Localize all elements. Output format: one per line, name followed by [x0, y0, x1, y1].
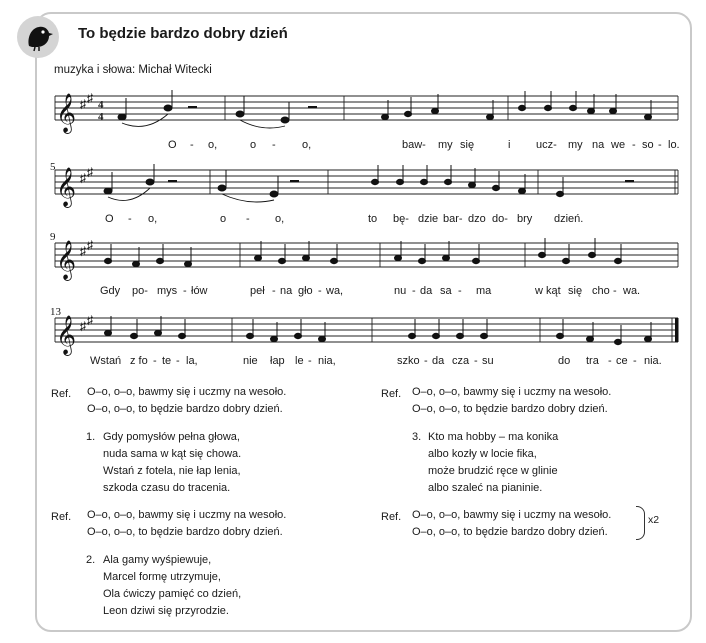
lyric-syllable: sa — [440, 285, 452, 297]
treble-clef-icon: 𝄞 — [56, 93, 77, 133]
lyric-syllable: i — [508, 139, 511, 151]
lyric-syllable: baw- — [402, 139, 426, 151]
lyric-syllable: su — [482, 355, 494, 367]
lyric-syllable: mys — [157, 285, 178, 297]
song-title: To będzie bardzo dobry dzień — [78, 25, 288, 42]
lyric-syllable: O — [168, 139, 177, 151]
lyric-syllable: - — [308, 355, 312, 367]
verse-3-text: Kto ma hobby – ma konika albo kozły w locie fika, może brudzić ręce w glinie albo szaleć na pianinie. — [428, 431, 559, 494]
lyric-syllable: my — [568, 139, 583, 151]
song-credit: muzyka i słowa: Michał Witecki — [54, 64, 212, 76]
lyric-syllable: o, — [275, 213, 285, 225]
repeat-mark: x2 — [648, 514, 660, 526]
lyric-syllable: ucz- — [536, 139, 557, 151]
svg-text:𝄞: 𝄞 — [56, 315, 77, 355]
refrain-label: Ref. — [51, 511, 72, 523]
lyric-syllable: we — [611, 139, 626, 151]
lyric-syllable: ma — [476, 285, 492, 297]
lyric-syllable: - — [272, 139, 276, 151]
bird-icon — [17, 16, 59, 58]
lyric-syllable: te — [162, 355, 172, 367]
lyric-syllable: o — [220, 213, 227, 225]
lyric-syllable: Wstań — [90, 355, 122, 367]
svg-text:4: 4 — [98, 111, 104, 123]
lyric-syllable: - — [633, 355, 637, 367]
lyric-syllable: - — [658, 139, 662, 151]
repeat-brace — [636, 506, 645, 540]
refrain-label: Ref. — [381, 511, 402, 523]
lyric-syllable: - — [153, 355, 157, 367]
svg-text:♯: ♯ — [87, 313, 93, 327]
svg-text:9: 9 — [50, 231, 56, 243]
lyric-syllable: dzie — [418, 213, 439, 225]
lyric-syllable: w kąt — [535, 285, 561, 297]
lyric-syllable: O — [105, 213, 114, 225]
lyric-syllable: bar- — [443, 213, 463, 225]
lyric-syllable: nia, — [318, 355, 336, 367]
svg-text:5: 5 — [50, 161, 56, 173]
lyric-syllable: - — [183, 285, 187, 297]
lyric-syllable: - — [474, 355, 478, 367]
lyric-syllable: łap — [270, 355, 285, 367]
lyric-syllable: tra — [586, 355, 599, 367]
refrain-text: O–o, o–o, bawmy się i uczmy na wesoło. O–o, o–o, to będzie bardzo dobry dzień. — [87, 386, 287, 415]
lyric-syllable: na — [592, 139, 605, 151]
lyric-syllable: - — [632, 139, 636, 151]
svg-text:♯: ♯ — [80, 244, 86, 258]
lyric-syllable: - — [176, 355, 180, 367]
svg-text:4: 4 — [98, 99, 104, 111]
lyric-syllable: so — [642, 139, 654, 151]
lyric-syllable: - — [318, 285, 322, 297]
lyric-syllable: - — [246, 213, 250, 225]
lyric-syllable: po- — [132, 285, 148, 297]
verse-2-number: 2. — [86, 554, 96, 566]
lyric-syllable: Gdy — [100, 285, 121, 297]
lyric-syllable: nia. — [644, 355, 662, 367]
lyric-syllable: do — [558, 355, 571, 367]
lyric-syllable: z fo — [130, 355, 148, 367]
staff-system-3 — [50, 231, 690, 307]
lyric-syllable: peł — [250, 285, 265, 297]
lyric-syllable: nu — [394, 285, 407, 297]
lyric-syllable: cho — [592, 285, 610, 297]
lyric-syllable: na — [280, 285, 293, 297]
lyric-syllable: lo. — [668, 139, 680, 151]
refrain-text: O–o, o–o, bawmy się i uczmy na wesoło. O–o, o–o, to będzie bardzo dobry dzień. — [412, 509, 612, 538]
lyric-syllable: le — [295, 355, 304, 367]
lyric-syllable: wa, — [326, 285, 344, 297]
svg-text:♯: ♯ — [87, 91, 93, 105]
staff-system-2 — [50, 162, 690, 234]
svg-text:𝄞: 𝄞 — [56, 167, 77, 207]
lyric-syllable: o, — [208, 139, 218, 151]
lyric-syllable: do- — [492, 213, 508, 225]
lyric-syllable: szko — [397, 355, 420, 367]
lyric-syllable: o, — [302, 139, 312, 151]
lyric-syllable: się — [568, 285, 583, 297]
lyric-syllable: - — [128, 213, 132, 225]
svg-text:♯: ♯ — [87, 238, 93, 252]
lyric-syllable: - — [412, 285, 416, 297]
lyric-syllable: dzień. — [554, 213, 584, 225]
svg-text:♯: ♯ — [80, 171, 86, 185]
verse-1-number: 1. — [86, 431, 96, 443]
svg-text:13: 13 — [50, 306, 61, 318]
svg-text:♯: ♯ — [80, 319, 86, 333]
lyric-syllable: - — [424, 355, 428, 367]
lyric-syllable: o — [250, 139, 257, 151]
lyric-syllable: da — [420, 285, 433, 297]
verse-3-number: 3. — [412, 431, 422, 443]
lyric-syllable: ce — [616, 355, 628, 367]
lyric-syllable: nie — [243, 355, 258, 367]
lyric-syllable: bry — [517, 213, 533, 225]
lyric-syllable: da — [432, 355, 445, 367]
lyric-syllable: cza — [452, 355, 470, 367]
lyric-syllable: my — [438, 139, 453, 151]
staff-system-1 — [50, 88, 690, 160]
lyric-syllable: wa. — [623, 285, 641, 297]
verse-2-text: Ala gamy wyśpiewuje, Marcel formę utrzymuje, Ola ćwiczy pamięć co dzień, Leon dziwi się przyrodzie. — [103, 554, 242, 617]
refrain-label: Ref. — [381, 388, 402, 400]
lyric-syllable: o, — [148, 213, 158, 225]
lyric-syllable: - — [613, 285, 617, 297]
lyric-syllable: - — [272, 285, 276, 297]
svg-text:♯: ♯ — [87, 165, 93, 179]
staff-system-4 — [50, 306, 690, 382]
lyric-syllable: - — [190, 139, 194, 151]
refrain-label: Ref. — [51, 388, 72, 400]
lyric-syllable: łów — [191, 285, 208, 297]
lyric-syllable: gło — [298, 285, 313, 297]
verse-1-text: Gdy pomysłów pełna głowa, nuda sama w kąt się chowa. Wstań z fotela, nie łap lenia, szkoda czasu do tracenia. — [103, 431, 242, 494]
lyric-syllable: się — [460, 139, 475, 151]
svg-text:♯: ♯ — [80, 97, 86, 111]
lyric-syllable: - — [458, 285, 462, 297]
lyric-syllable: - — [608, 355, 612, 367]
lyric-syllable: la, — [186, 355, 198, 367]
svg-text:𝄞: 𝄞 — [56, 240, 77, 280]
lyric-syllable: to — [368, 213, 378, 225]
refrain-text: O–o, o–o, bawmy się i uczmy na wesoło. O–o, o–o, to będzie bardzo dobry dzień. — [87, 509, 287, 538]
lyric-syllable: dzo — [468, 213, 486, 225]
refrain-text: O–o, o–o, bawmy się i uczmy na wesoło. O–o, o–o, to będzie bardzo dobry dzień. — [412, 386, 612, 415]
lyric-syllable: bę- — [393, 213, 409, 225]
